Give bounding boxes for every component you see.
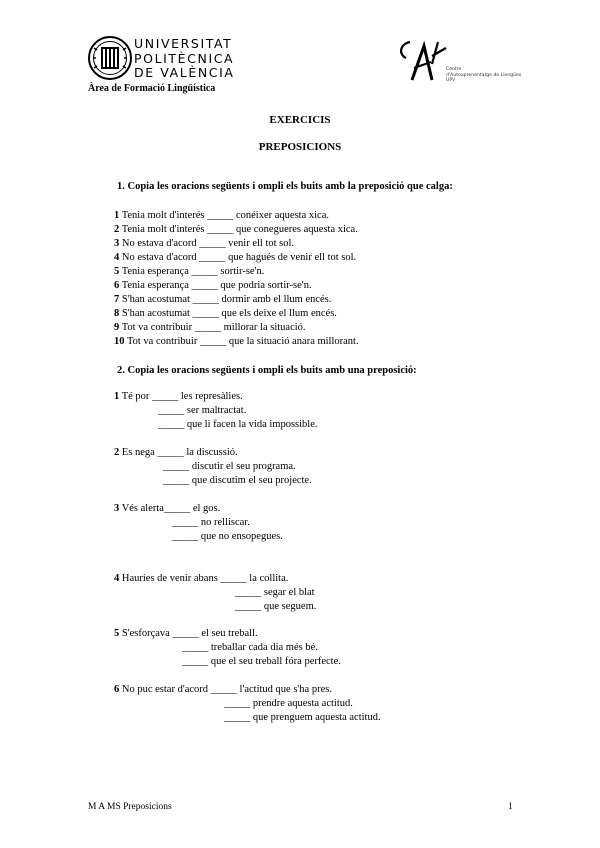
item-number: 6 [114, 684, 120, 695]
list-item [114, 572, 288, 586]
continuation-line: _____ que li facen la vida impossible. [158, 419, 318, 430]
cal-caption-line: Centre [446, 67, 462, 72]
item-number: 6 [114, 280, 120, 291]
item-number: 4 [114, 252, 120, 263]
university-line: POLITÈCNICA [134, 50, 235, 66]
list-item [114, 279, 312, 293]
continuation-line: _____ discutir el seu programa. [163, 461, 296, 472]
continuation-line: _____ no relliscar. [172, 517, 250, 528]
university-line: UNIVERSITAT [134, 36, 233, 51]
list-item [114, 209, 329, 223]
item-number: 2 [114, 224, 120, 235]
list-item [114, 446, 238, 460]
item-text: Tot va contribuir _____ que la situació anara millorant. [126, 336, 359, 347]
item-text: No estava d'acord _____ que hagués de venir ell tot sol. [121, 252, 357, 263]
item-text: Té por _____ les represàlies. [121, 391, 243, 402]
list-item [114, 251, 356, 265]
continuation-line: _____ que prenguem aquesta actitud. [224, 712, 381, 723]
item-text: Tot va contribuir _____ millorar la situació. [121, 322, 306, 333]
list-item [114, 683, 332, 697]
university-seal-logo [88, 34, 132, 82]
list-item [114, 307, 337, 321]
item-number: 1 [114, 391, 120, 402]
footer-label: M A MS Preposicions [88, 802, 172, 812]
list-item [114, 293, 331, 307]
item-number: 1 [114, 210, 120, 221]
university-name [134, 37, 235, 81]
item-text: Es nega _____ la discussió. [121, 447, 238, 458]
cal-caption-line: UPV [446, 78, 456, 84]
item-text: Tenia molt d'interés _____ conéixer aquesta xica. [121, 210, 329, 221]
item-text: S'han acostumat _____ que els deixe el llum encés. [121, 308, 337, 319]
item-text: Hauries de venir abans _____ la collita. [121, 573, 289, 584]
exercise-1-instruction: 1. Copia les oracions següents i ompli els buits amb la preposició que calga: [117, 181, 453, 192]
item-number: 3 [114, 503, 120, 514]
continuation-line: _____ que discutim el seu projecte. [163, 475, 312, 486]
item-text: No puc estar d'acord _____ l'actitud que s'ha pres. [121, 684, 332, 695]
item-number: 9 [114, 322, 120, 333]
item-number: 8 [114, 308, 120, 319]
list-item [114, 265, 264, 279]
continuation-line: _____ treballar cada dia més bé. [182, 642, 318, 653]
continuation-line: _____ que el seu treball fóra perfecte. [182, 656, 341, 667]
list-item [114, 237, 294, 251]
item-text: Tenia molt d'interés _____ que conegueres aquesta xica. [121, 224, 358, 235]
sub-title: PREPOSICIONS [258, 141, 342, 153]
item-text: S'esforçava _____ el seu treball. [121, 628, 258, 639]
continuation-line: _____ prendre aquesta actitud. [224, 698, 353, 709]
list-item [114, 390, 243, 404]
item-number: 10 [114, 336, 125, 347]
list-item [114, 627, 258, 641]
continuation-line: _____ ser maltractat. [158, 405, 247, 416]
item-number: 2 [114, 447, 120, 458]
item-number: 4 [114, 573, 120, 584]
list-item [114, 321, 306, 335]
continuation-line: _____ segar el blat [235, 587, 315, 598]
item-number: 5 [114, 628, 120, 639]
area-name: Àrea de Formació Lingüística [88, 83, 216, 94]
item-number: 3 [114, 238, 120, 249]
continuation-line: _____ que no ensopegues. [172, 531, 283, 542]
list-item [114, 223, 358, 237]
main-title: EXERCICIS [269, 114, 331, 126]
item-text: Tenia esperança _____ que podria sortir-se'n. [121, 280, 312, 291]
item-number: 7 [114, 294, 120, 305]
cal-caption-line: d'Autoaprenentatge de Llengües [446, 72, 522, 78]
item-number: 5 [114, 266, 120, 277]
university-line: DE VALÈNCIA [134, 65, 235, 80]
item-text: No estava d'acord _____ venir ell tot sol. [121, 238, 295, 249]
list-item [114, 502, 220, 516]
cal-caption [446, 67, 521, 84]
item-text: S'han acostumat _____ dormir amb el llum encés. [121, 294, 332, 305]
item-text: Vés alerta_____ el gos. [121, 503, 221, 514]
page-number: 1 [508, 802, 513, 812]
item-text: Tenia esperança _____ sortir-se'n. [121, 266, 265, 277]
list-item [114, 335, 359, 349]
exercise-2-instruction: 2. Copia les oracions següents i ompli els buits amb una preposició: [117, 365, 417, 376]
continuation-line: _____ que seguem. [235, 601, 317, 612]
